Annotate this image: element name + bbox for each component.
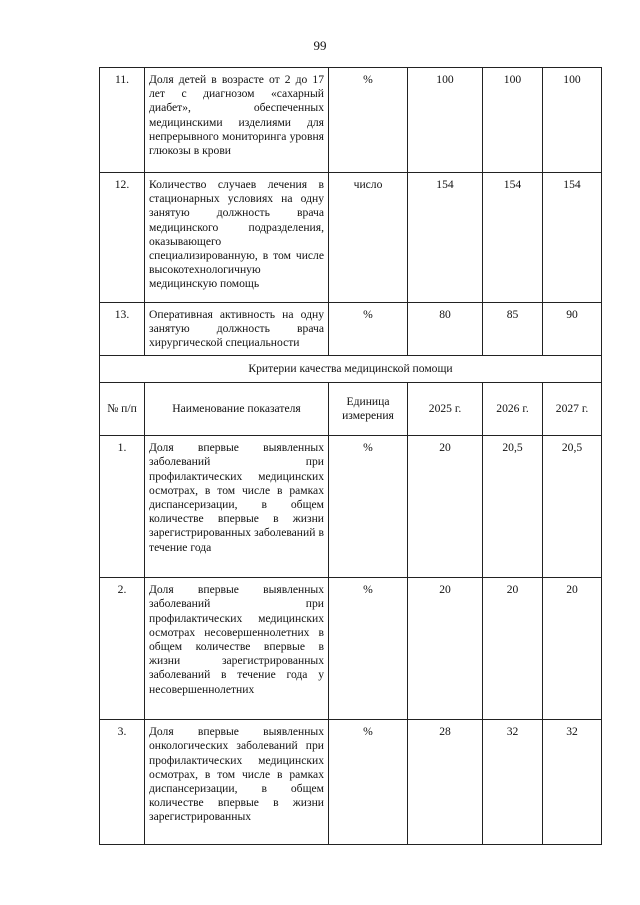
table-row — [100, 578, 602, 720]
unit-cell: число — [329, 173, 408, 303]
value-2026: 20,5 — [483, 436, 543, 578]
indicators-table — [99, 67, 602, 845]
indicator-name: Оперативная активность на одну занятую должность врача хирургической специальности — [145, 303, 329, 356]
table-row — [100, 173, 602, 303]
value-2026: 154 — [483, 173, 543, 303]
value-2027: 154 — [543, 173, 602, 303]
table-row — [100, 68, 602, 173]
value-2027: 20 — [543, 578, 602, 720]
header-num: № п/п — [100, 383, 145, 436]
value-2025: 20 — [408, 578, 483, 720]
value-2025: 154 — [408, 173, 483, 303]
header-2025: 2025 г. — [408, 383, 483, 436]
value-2025: 28 — [408, 720, 483, 845]
table-row — [100, 303, 602, 356]
section-title: Критерии качества медицинской помощи — [100, 356, 602, 383]
table-header-row — [100, 383, 602, 436]
value-2026: 32 — [483, 720, 543, 845]
value-2027: 90 — [543, 303, 602, 356]
value-2025: 80 — [408, 303, 483, 356]
value-2025: 20 — [408, 436, 483, 578]
row-number: 12. — [100, 173, 145, 303]
unit-cell: % — [329, 720, 408, 845]
row-number: 13. — [100, 303, 145, 356]
value-2027: 20,5 — [543, 436, 602, 578]
value-2027: 32 — [543, 720, 602, 845]
row-number: 2. — [100, 578, 145, 720]
unit-cell: % — [329, 68, 408, 173]
table-row — [100, 436, 602, 578]
unit-cell: % — [329, 436, 408, 578]
unit-cell: % — [329, 578, 408, 720]
page-number: 99 — [313, 38, 327, 53]
header-2027: 2027 г. — [543, 383, 602, 436]
indicator-name: Количество случаев лечения в стационарных условиях на одну занятую должность врача медицинского подразделения, оказывающего специализированную, в том числе высокотехнологичную медицинскую помощь — [145, 173, 329, 303]
indicator-name: Доля впервые выявленных онкологических заболеваний при профилактических медицинских осмотрах, в том числе в рамках диспансеризации, в общем количестве впервые в жизни зарегистрированных — [145, 720, 329, 845]
value-2026: 85 — [483, 303, 543, 356]
row-number: 11. — [100, 68, 145, 173]
value-2026: 100 — [483, 68, 543, 173]
row-number: 3. — [100, 720, 145, 845]
header-name: Наименование показателя — [145, 383, 329, 436]
value-2025: 100 — [408, 68, 483, 173]
header-2026: 2026 г. — [483, 383, 543, 436]
indicator-name: Доля впервые выявленных заболеваний при профилактических медицинских осмотрах несовершеннолетних в общем количестве впервые в жизни зарегистрированных заболеваний в течение года у несовершеннолетних — [145, 578, 329, 720]
section-row — [100, 356, 602, 383]
unit-cell: % — [329, 303, 408, 356]
table-row — [100, 720, 602, 845]
indicator-name: Доля детей в возрасте от 2 до 17 лет с диагнозом «сахарный диабет», обеспеченных медицинскими изделиями для непрерывного мониторинга уровня глюкозы в крови — [145, 68, 329, 173]
header-unit: Единица измерения — [329, 383, 408, 436]
row-number: 1. — [100, 436, 145, 578]
indicator-name: Доля впервые выявленных заболеваний при профилактических медицинских осмотрах, в том числе в рамках диспансеризации, в общем количестве впервые в жизни зарегистрированных заболеваний в течение года — [145, 436, 329, 578]
value-2026: 20 — [483, 578, 543, 720]
value-2027: 100 — [543, 68, 602, 173]
